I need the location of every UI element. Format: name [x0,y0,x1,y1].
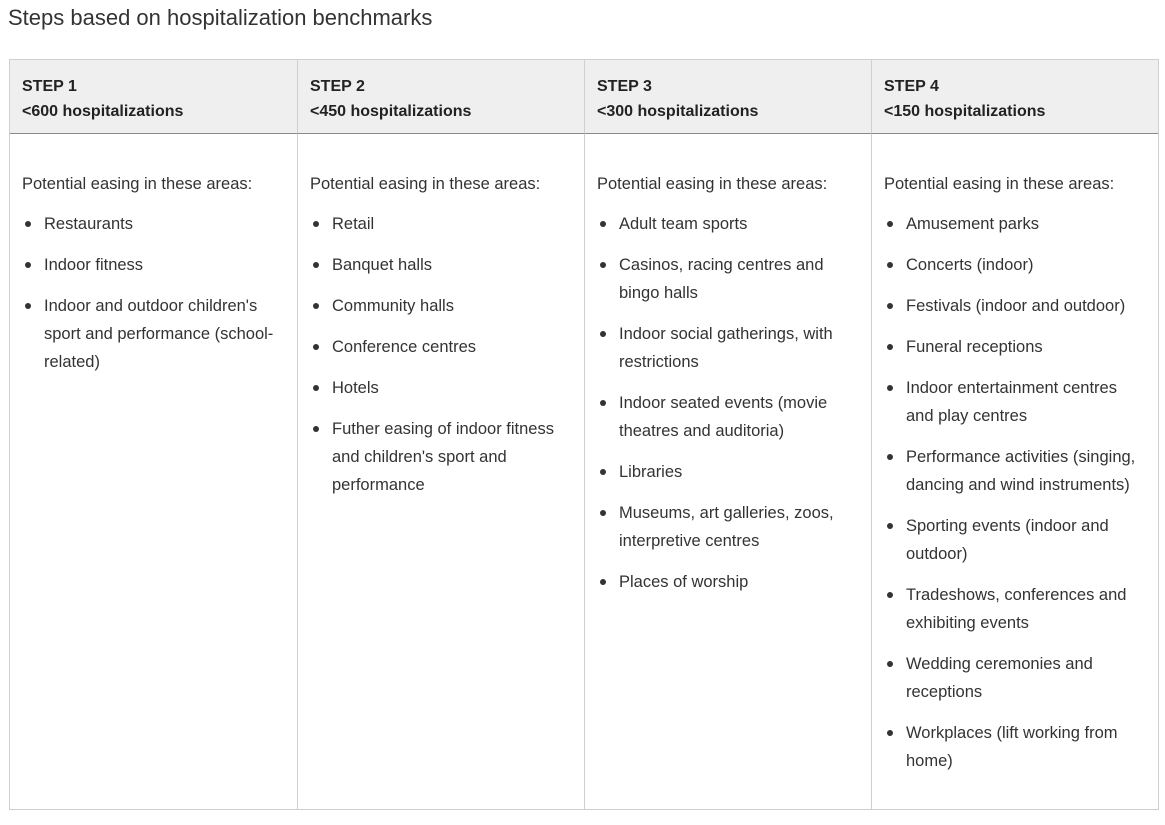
step-3-content [585,134,872,809]
page-title: Steps based on hospitalization benchmarks [8,5,433,30]
easing-areas-list [884,210,1146,775]
list-item: Casinos, racing centres and bingo halls [597,251,859,307]
step-label: STEP 4 [884,78,939,95]
easing-areas-list [597,210,859,596]
list-item: Workplaces (lift working from home) [884,719,1146,775]
step-label: STEP 2 [310,78,365,95]
list-item: Restaurants [22,210,285,238]
step-threshold: <150 hospitalizations [884,103,1046,120]
list-item: Indoor and outdoor children's sport and performance (school-related) [22,292,285,376]
easing-intro: Potential easing in these areas: [884,175,1115,193]
step-label: STEP 1 [22,78,77,95]
list-item: Banquet halls [310,251,572,279]
list-item: Retail [310,210,572,238]
step-4-header [872,60,1158,134]
list-item: Sporting events (indoor and outdoor) [884,512,1146,568]
easing-areas-list [310,210,572,499]
step-3-header [585,60,872,134]
list-item: Libraries [597,458,859,486]
list-item: Performance activities (singing, dancing and wind instruments) [884,443,1146,499]
list-item: Places of worship [597,568,859,596]
easing-intro: Potential easing in these areas: [310,175,541,193]
step-2-content [298,134,585,809]
list-item: Community halls [310,292,572,320]
step-threshold: <600 hospitalizations [22,103,184,120]
list-item: Indoor fitness [22,251,285,279]
list-item: Indoor social gatherings, with restrictions [597,320,859,376]
list-item: Indoor seated events (movie theatres and auditoria) [597,389,859,445]
list-item: Concerts (indoor) [884,251,1146,279]
step-label: STEP 3 [597,78,652,95]
list-item: Festivals (indoor and outdoor) [884,292,1146,320]
easing-intro: Potential easing in these areas: [22,175,253,193]
list-item: Museums, art galleries, zoos, interpretive centres [597,499,859,555]
step-2-header [298,60,585,134]
list-item: Wedding ceremonies and receptions [884,650,1146,706]
easing-intro: Potential easing in these areas: [597,175,828,193]
list-item: Hotels [310,374,572,402]
step-1-content [10,134,298,809]
list-item: Conference centres [310,333,572,361]
list-item: Adult team sports [597,210,859,238]
step-threshold: <450 hospitalizations [310,103,472,120]
steps-table [9,59,1159,810]
list-item: Tradeshows, conferences and exhibiting events [884,581,1146,637]
easing-areas-list [22,210,285,376]
list-item: Funeral receptions [884,333,1146,361]
step-threshold: <300 hospitalizations [597,103,759,120]
list-item: Indoor entertainment centres and play centres [884,374,1146,430]
list-item: Amusement parks [884,210,1146,238]
list-item: Futher easing of indoor fitness and children's sport and performance [310,415,572,499]
step-4-content [872,134,1158,809]
step-1-header [10,60,298,134]
